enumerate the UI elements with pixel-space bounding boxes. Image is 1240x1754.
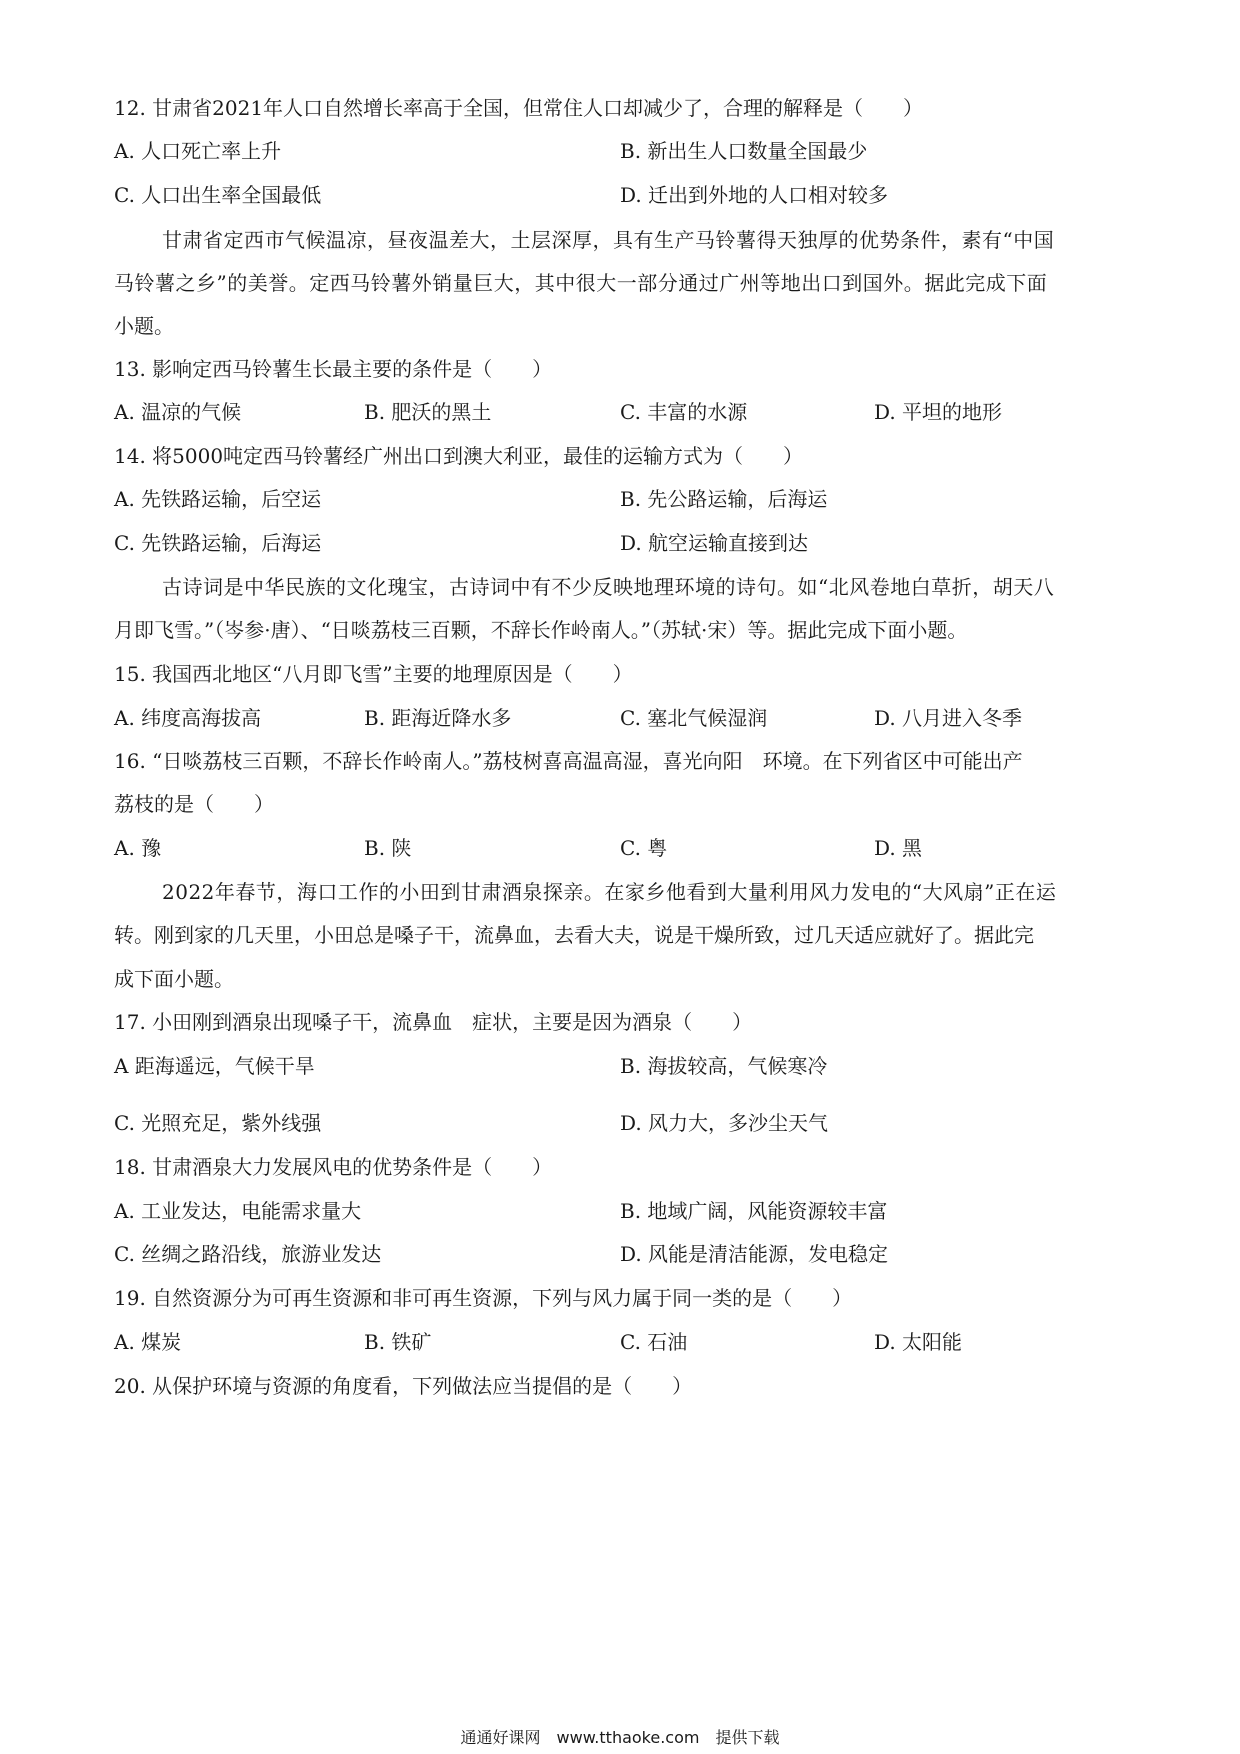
question-16-option-a: A. 豫 [114, 836, 162, 860]
question-14-option-c: C. 先铁路运输，后海运 [114, 531, 322, 555]
question-19-option-b: B. 铁矿 [364, 1330, 432, 1354]
question-17-option-b: B. 海拔较高，气候寒冷 [620, 1054, 828, 1078]
question-17-option-d: D. 风力大，多沙尘天气 [620, 1111, 829, 1135]
question-17-option-a: A 距海遥远，气候干旱 [114, 1054, 315, 1078]
question-16-option-d: D. 黑 [874, 836, 923, 860]
question-13-option-d: D. 平坦的地形 [874, 400, 1003, 424]
question-19-stem: 19. 自然资源分为可再生资源和非可再生资源，下列与风力属于同一类的是（ ） [114, 1286, 853, 1310]
question-14-option-d: D. 航空运输直接到达 [620, 531, 809, 555]
passage-3-line-1: 2022年春节，海口工作的小田到甘肃酒泉探亲。在家乡他看到大量利用风力发电的“大风扇”正在运 [162, 880, 1057, 904]
question-16-option-b: B. 陕 [364, 836, 412, 860]
question-18-stem: 18. 甘肃酒泉大力发展风电的优势条件是（ ） [114, 1155, 553, 1179]
passage-3-line-2: 转。刚到家的几天里，小田总是嗓子干，流鼻血，去看大夫，说是干燥所致，过几天适应就好了。据此完 [114, 923, 1034, 947]
question-16-stem-line-2: 荔枝的是（ ） [114, 792, 274, 816]
question-17-stem: 17. 小田刚到酒泉出现嗓子干，流鼻血 症状，主要是因为酒泉（ ） [114, 1010, 753, 1034]
question-18-option-d: D. 风能是清洁能源，发电稳定 [620, 1242, 889, 1266]
question-19-option-c: C. 石油 [620, 1330, 688, 1354]
question-19-option-d: D. 太阳能 [874, 1330, 963, 1354]
question-15-option-a: A. 纬度高海拔高 [114, 706, 262, 730]
question-15-stem: 15. 我国西北地区“八月即飞雪”主要的地理原因是（ ） [114, 662, 633, 686]
question-14-option-a: A. 先铁路运输，后空运 [114, 487, 322, 511]
passage-1-line-3: 小题。 [114, 314, 174, 338]
footer-source: 通通好课网 www.tthaoke.com 提供下载 [460, 1728, 780, 1747]
question-16-option-c: C. 粤 [620, 836, 668, 860]
question-18-option-a: A. 工业发达，电能需求量大 [114, 1199, 362, 1223]
question-19-option-a: A. 煤炭 [114, 1330, 182, 1354]
passage-1-line-2: 马铃薯之乡”的美誉。定西马铃薯外销量巨大，其中很大一部分通过广州等地出口到国外。据此完成下面 [114, 271, 1048, 295]
question-18-option-b: B. 地域广阔，风能资源较丰富 [620, 1199, 888, 1223]
question-12-option-a: A. 人口死亡率上升 [114, 139, 282, 163]
passage-2-line-2: 月即飞雪。”（岑参·唐）、“日啖荔枝三百颗，不辞长作岭南人。”（苏轼·宋）等。据此完成下面小题。 [114, 618, 968, 642]
question-16-stem-line-1: 16. “日啖荔枝三百颗，不辞长作岭南人。”荔枝树喜高温高湿，喜光向阳 环境。在下列省区中可能出产 [114, 749, 1023, 773]
question-15-option-d: D. 八月进入冬季 [874, 706, 1023, 730]
question-14-option-b: B. 先公路运输，后海运 [620, 487, 828, 511]
question-14-stem: 14. 将5000吨定西马铃薯经广州出口到澳大利亚，最佳的运输方式为（ ） [114, 444, 804, 468]
question-12-option-c: C. 人口出生率全国最低 [114, 183, 322, 207]
passage-2-line-1: 古诗词是中华民族的文化瑰宝，古诗词中有不少反映地理环境的诗句。如“北风卷地白草折，胡天八 [162, 575, 1055, 599]
question-13-option-a: A. 温凉的气候 [114, 400, 242, 424]
question-15-option-b: B. 距海近降水多 [364, 706, 512, 730]
question-18-option-c: C. 丝绸之路沿线，旅游业发达 [114, 1242, 382, 1266]
question-12-option-b: B. 新出生人口数量全国最少 [620, 139, 868, 163]
question-13-option-c: C. 丰富的水源 [620, 400, 748, 424]
question-12-option-d: D. 迁出到外地的人口相对较多 [620, 183, 889, 207]
question-13-stem: 13. 影响定西马铃薯生长最主要的条件是（ ） [114, 357, 553, 381]
question-15-option-c: C. 塞北气候湿润 [620, 706, 768, 730]
passage-3-line-3: 成下面小题。 [114, 967, 234, 991]
question-17-option-c: C. 光照充足，紫外线强 [114, 1111, 322, 1135]
question-20-stem: 20. 从保护环境与资源的角度看，下列做法应当提倡的是（ ） [114, 1374, 693, 1398]
passage-1-line-1: 甘肃省定西市气候温凉，昼夜温差大，土层深厚，具有生产马铃薯得天独厚的优势条件，素有“中国 [162, 228, 1055, 252]
question-12-stem: 12. 甘肃省2021年人口自然增长率高于全国，但常住人口却减少了，合理的解释是（ ） [114, 96, 924, 120]
question-13-option-b: B. 肥沃的黑土 [364, 400, 492, 424]
